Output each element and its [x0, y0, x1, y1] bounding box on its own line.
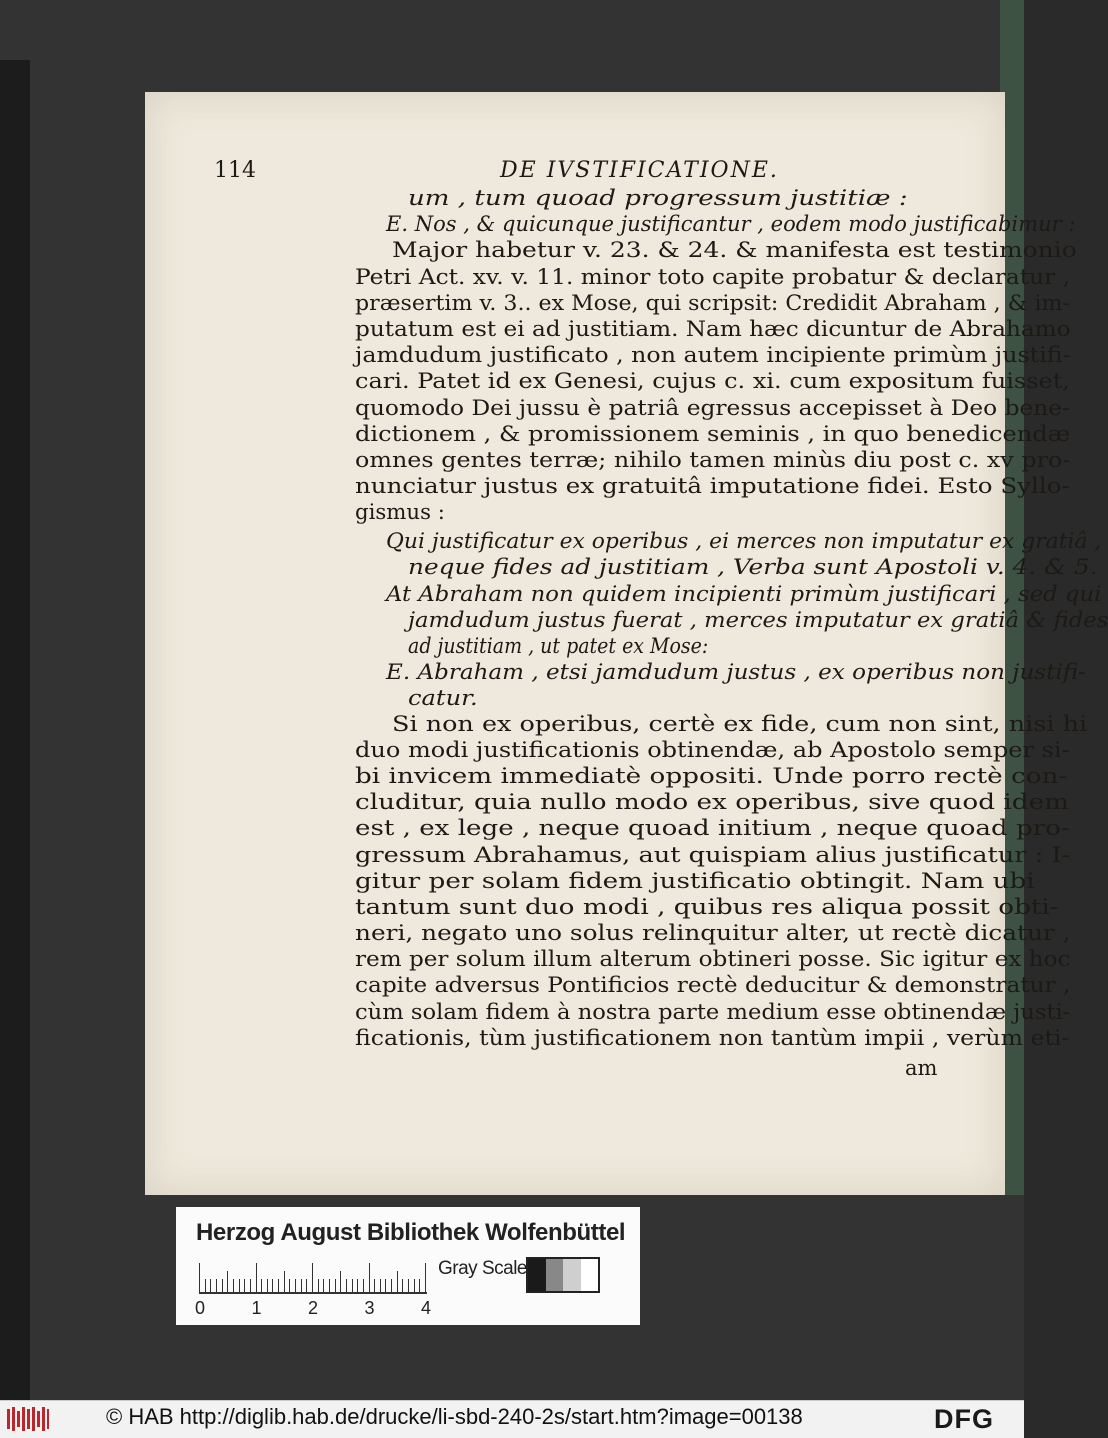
ruler-tick [408, 1279, 409, 1293]
ruler-tick [369, 1263, 370, 1293]
text-line: cluditur, quia nullo modo ex operibus, sive quod idem [355, 790, 1070, 814]
ruler-number: 0 [195, 1298, 206, 1318]
ruler-number: 1 [251, 1298, 262, 1318]
ruler-number: 3 [364, 1298, 375, 1318]
gray-swatch [546, 1259, 564, 1291]
ruler-tick [357, 1279, 358, 1293]
ruler-tick [278, 1279, 279, 1293]
ruler-tick [340, 1271, 341, 1293]
ruler-tick [363, 1279, 364, 1293]
ruler-tick [346, 1279, 347, 1293]
ruler-tick [391, 1279, 392, 1293]
text-line: neri, negato uno solus relinquitur alter, ut rectè dicatur , [355, 921, 1071, 945]
ruler-tick [419, 1279, 420, 1293]
ruler-tick [352, 1279, 353, 1293]
text-line: tantum sunt duo modi , quibus res aliqua possit obti- [355, 895, 1059, 919]
text-line: rem per solum illum alterum obtineri posse. Sic igitur ex hoc [355, 947, 1071, 971]
ruler-tick [222, 1279, 223, 1293]
ruler-tick [301, 1279, 302, 1293]
text-line: bi invicem immediatè oppositi. Unde porro rectè con- [355, 764, 1068, 788]
ruler-tick [244, 1279, 245, 1293]
ruler-tick [374, 1279, 375, 1293]
text-line: gitur per solam fidem justificatio obtingit. Nam ubi [355, 869, 1035, 893]
ruler-tick [385, 1279, 386, 1293]
ruler-tick [414, 1279, 415, 1293]
catchword: am [905, 1056, 938, 1080]
text-line: est , ex lege , neque quoad initium , neque quoad pro- [355, 816, 1070, 840]
text-line: neque fides ad justitiam , Verba sunt Apostoli v. 4. & 5. [408, 555, 1098, 579]
text-line: duo modi justificationis obtinendæ, ab Apostolo semper si- [355, 738, 1070, 762]
ruler-tick [425, 1263, 426, 1293]
ruler-tick [402, 1279, 403, 1293]
ruler-tick [233, 1279, 234, 1293]
ruler-tick [380, 1279, 381, 1293]
text-line: Major habetur v. 23. & 24. & manifesta est testimonio [392, 238, 1077, 262]
text-line: præsertim v. 3.. ex Mose, qui scripsit: Credidit Abraham , & im- [355, 291, 1070, 315]
text-line: cùm solam fidem à nostra parte medium esse obtinendæ justi- [355, 1000, 1071, 1024]
text-line: Si non ex operibus, certè ex fide, cum non sint, nisi hi [392, 712, 1088, 736]
text-line: jamdudum justus fuerat , merces imputatur ex gratiâ & fides [408, 608, 1108, 632]
ruler-tick [335, 1279, 336, 1293]
ruler-number: 4 [421, 1298, 432, 1318]
ruler-tick [272, 1279, 273, 1293]
hab-logo-icon [6, 1405, 50, 1433]
ruler-tick [216, 1279, 217, 1293]
ruler-tick [323, 1279, 324, 1293]
text-line: jamdudum justificato , non autem incipiente primùm justifi- [355, 343, 1071, 367]
text-line: um , tum quoad progressum justitiæ : [408, 186, 908, 210]
ruler-tick [329, 1279, 330, 1293]
text-line: At Abraham non quidem incipienti primùm justificari , sed qui [386, 582, 1102, 606]
text-line: Qui justificatur ex operibus , ei merces non imputatur ex gratiâ , [386, 529, 1102, 553]
ruler-tick [397, 1271, 398, 1293]
library-title: Herzog August Bibliothek Wolfenbüttel [196, 1219, 626, 1246]
running-head: DE IVSTIFICATIONE. [500, 158, 779, 183]
ruler-tick [289, 1279, 290, 1293]
text-line: E. Nos , & quicunque justificantur , eodem modo justificabimur : [386, 212, 1076, 236]
ruler-tick [267, 1279, 268, 1293]
ruler-tick [306, 1279, 307, 1293]
text-line: quomodo Dei jussu è patriâ egressus accepisset à Deo bene- [355, 396, 1070, 420]
ruler-tick [256, 1263, 257, 1293]
ruler-number: 2 [308, 1298, 319, 1318]
ruler-tick [199, 1263, 200, 1293]
text-line: Petri Act. xv. v. 11. minor toto capite probatur & declaratur , [355, 265, 1071, 289]
text-line: gressum Abrahamus, aut quispiam alius justificatur : I- [355, 843, 1071, 867]
ruler-tick [284, 1271, 285, 1293]
text-line: nunciatur justus ex gratuitâ imputatione fidei. Esto Syllo- [355, 474, 1070, 498]
text-line: ad justitiam , ut patet ex Mose: [408, 634, 709, 658]
ruler-tick [318, 1279, 319, 1293]
ruler-tick [205, 1279, 206, 1293]
ruler-tick [261, 1279, 262, 1293]
ruler-tick [210, 1279, 211, 1293]
scan-left-edge [0, 60, 30, 1400]
gray-scale-swatches [526, 1257, 600, 1293]
page-number: 114 [214, 158, 256, 183]
gray-swatch [528, 1259, 546, 1291]
ruler-tick [250, 1279, 251, 1293]
text-line: gismus : [355, 500, 445, 524]
text-line: E. Abraham , etsi jamdudum justus , ex operibus non justifi- [386, 660, 1086, 684]
source-url[interactable]: © HAB http://diglib.hab.de/drucke/li-sbd-240-2s/start.htm?image=00138 [106, 1404, 803, 1429]
text-line: cari. Patet id ex Genesi, cujus c. xi. cum expositum fuisset, [355, 369, 1071, 393]
text-line: ficationis, tùm justificationem non tantùm impii , verùm eti- [355, 1026, 1070, 1050]
ruler-tick [295, 1279, 296, 1293]
text-line: putatum est ei ad justitiam. Nam hæc dicuntur de Abrahamo [355, 317, 1071, 341]
dfg-logo: DFG [934, 1404, 994, 1434]
text-line: omnes gentes terræ; nihilo tamen minùs diu post c. xv pro- [355, 448, 1071, 472]
text-line: catur. [408, 686, 478, 710]
ruler-tick [312, 1263, 313, 1293]
text-line: dictionem , & promissionem seminis , in quo benedicendæ [355, 422, 1071, 446]
gray-swatch [581, 1259, 599, 1291]
ruler-tick [227, 1271, 228, 1293]
gray-swatch [563, 1259, 581, 1291]
gray-scale-label: Gray Scale [438, 1258, 527, 1279]
ruler-tick [239, 1279, 240, 1293]
text-line: capite adversus Pontificios rectè deducitur & demonstratur , [355, 973, 1071, 997]
